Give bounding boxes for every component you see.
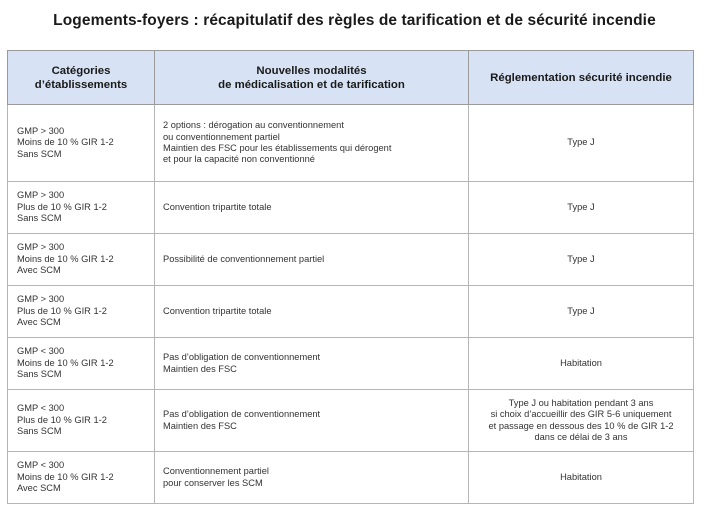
cell-category	[8, 286, 155, 338]
header-categories	[8, 51, 155, 105]
cell-line: Plus de 10 % GIR 1-2	[17, 201, 107, 212]
cell-fire-safety	[469, 452, 694, 504]
cell-line: Plus de 10 % GIR 1-2	[17, 305, 107, 316]
table-row	[8, 452, 694, 504]
cell-line: Sans SCM	[17, 369, 62, 380]
cell-category	[8, 452, 155, 504]
cell-line: Maintien des FSC	[163, 420, 237, 431]
page-title: Logements-foyers : récapitulatif des règles de tarification et de sécurité incendie	[53, 12, 656, 29]
cell-line: Conventionnement partiel	[163, 466, 269, 477]
cell-line: GMP > 300	[17, 294, 65, 305]
cell-modalities	[155, 338, 469, 390]
cell-line: Type J	[567, 305, 595, 316]
header-line: Réglementation sécurité incendie	[490, 71, 672, 84]
cell-line: Habitation	[560, 471, 602, 482]
table-row	[8, 234, 694, 286]
header-fire-safety	[469, 51, 694, 105]
cell-line: GMP > 300	[17, 242, 65, 253]
cell-category	[8, 105, 155, 182]
cell-line: Convention tripartite totale	[163, 201, 272, 212]
table-row	[8, 390, 694, 452]
cell-line: pour conserver les SCM	[163, 477, 263, 488]
cell-line: GMP < 300	[17, 460, 65, 471]
cell-line: Type J	[567, 201, 595, 212]
cell-line: Sans SCM	[17, 426, 62, 437]
cell-line: 2 options : dérogation au conventionnement	[163, 120, 344, 131]
cell-line: dans ce délai de 3 ans	[534, 431, 628, 442]
cell-line: ou conventionnement partiel	[163, 131, 280, 142]
cell-category	[8, 390, 155, 452]
cell-line: Moins de 10 % GIR 1-2	[17, 253, 114, 264]
cell-line: Moins de 10 % GIR 1-2	[17, 357, 114, 368]
cell-line: et passage en dessous des 10 % de GIR 1-2	[488, 420, 674, 431]
cell-line: GMP < 300	[17, 403, 65, 414]
cell-line: et pour la capacité non conventionné	[163, 154, 315, 165]
cell-line: Maintien des FSC pour les établissements qui dérogent	[163, 143, 392, 153]
cell-line: Habitation	[560, 357, 602, 368]
cell-line: Maintien des FSC	[163, 363, 237, 374]
header-line: d’établissements	[34, 78, 128, 91]
cell-line: Sans SCM	[17, 213, 62, 224]
cell-line: Avec SCM	[17, 265, 61, 276]
cell-line: Avec SCM	[17, 483, 61, 494]
cell-line: Type J ou habitation pendant 3 ans	[508, 397, 654, 408]
cell-fire-safety	[469, 286, 694, 338]
cell-line: GMP > 300	[17, 190, 65, 201]
cell-modalities	[155, 452, 469, 504]
summary-table	[7, 50, 694, 504]
cell-line: Possibilité de conventionnement partiel	[163, 253, 325, 264]
cell-modalities	[155, 234, 469, 286]
cell-modalities	[155, 182, 469, 234]
cell-line: Sans SCM	[17, 148, 62, 159]
table-row	[8, 338, 694, 390]
cell-fire-safety	[469, 338, 694, 390]
cell-line: GMP > 300	[17, 125, 65, 136]
table-row	[8, 105, 694, 182]
cell-line: si choix d’accueillir des GIR 5-6 uniquement	[490, 409, 672, 420]
cell-category	[8, 182, 155, 234]
cell-line: Type J	[567, 253, 595, 264]
cell-fire-safety	[469, 182, 694, 234]
cell-fire-safety	[469, 105, 694, 182]
cell-line: Convention tripartite totale	[163, 305, 272, 316]
header-modalities	[155, 51, 469, 105]
cell-line: Avec SCM	[17, 317, 61, 328]
cell-category	[8, 234, 155, 286]
header-line: Nouvelles modalités	[256, 64, 367, 77]
cell-line: Pas d’obligation de conventionnement	[163, 409, 321, 420]
cell-modalities	[155, 286, 469, 338]
cell-line: Type J	[567, 137, 595, 148]
cell-fire-safety	[469, 234, 694, 286]
header-line: de médicalisation et de tarification	[218, 78, 405, 91]
cell-modalities	[155, 390, 469, 452]
cell-modalities	[155, 105, 469, 182]
table-row	[8, 182, 694, 234]
cell-line: Moins de 10 % GIR 1-2	[17, 137, 114, 148]
cell-fire-safety	[469, 390, 694, 452]
cell-line: Plus de 10 % GIR 1-2	[17, 414, 107, 425]
header-line: Catégories	[51, 64, 111, 77]
cell-line: Pas d’obligation de conventionnement	[163, 352, 321, 363]
table-header-row	[8, 51, 694, 105]
table-row	[8, 286, 694, 338]
cell-category	[8, 338, 155, 390]
cell-line: Moins de 10 % GIR 1-2	[17, 471, 114, 482]
cell-line: GMP < 300	[17, 346, 65, 357]
